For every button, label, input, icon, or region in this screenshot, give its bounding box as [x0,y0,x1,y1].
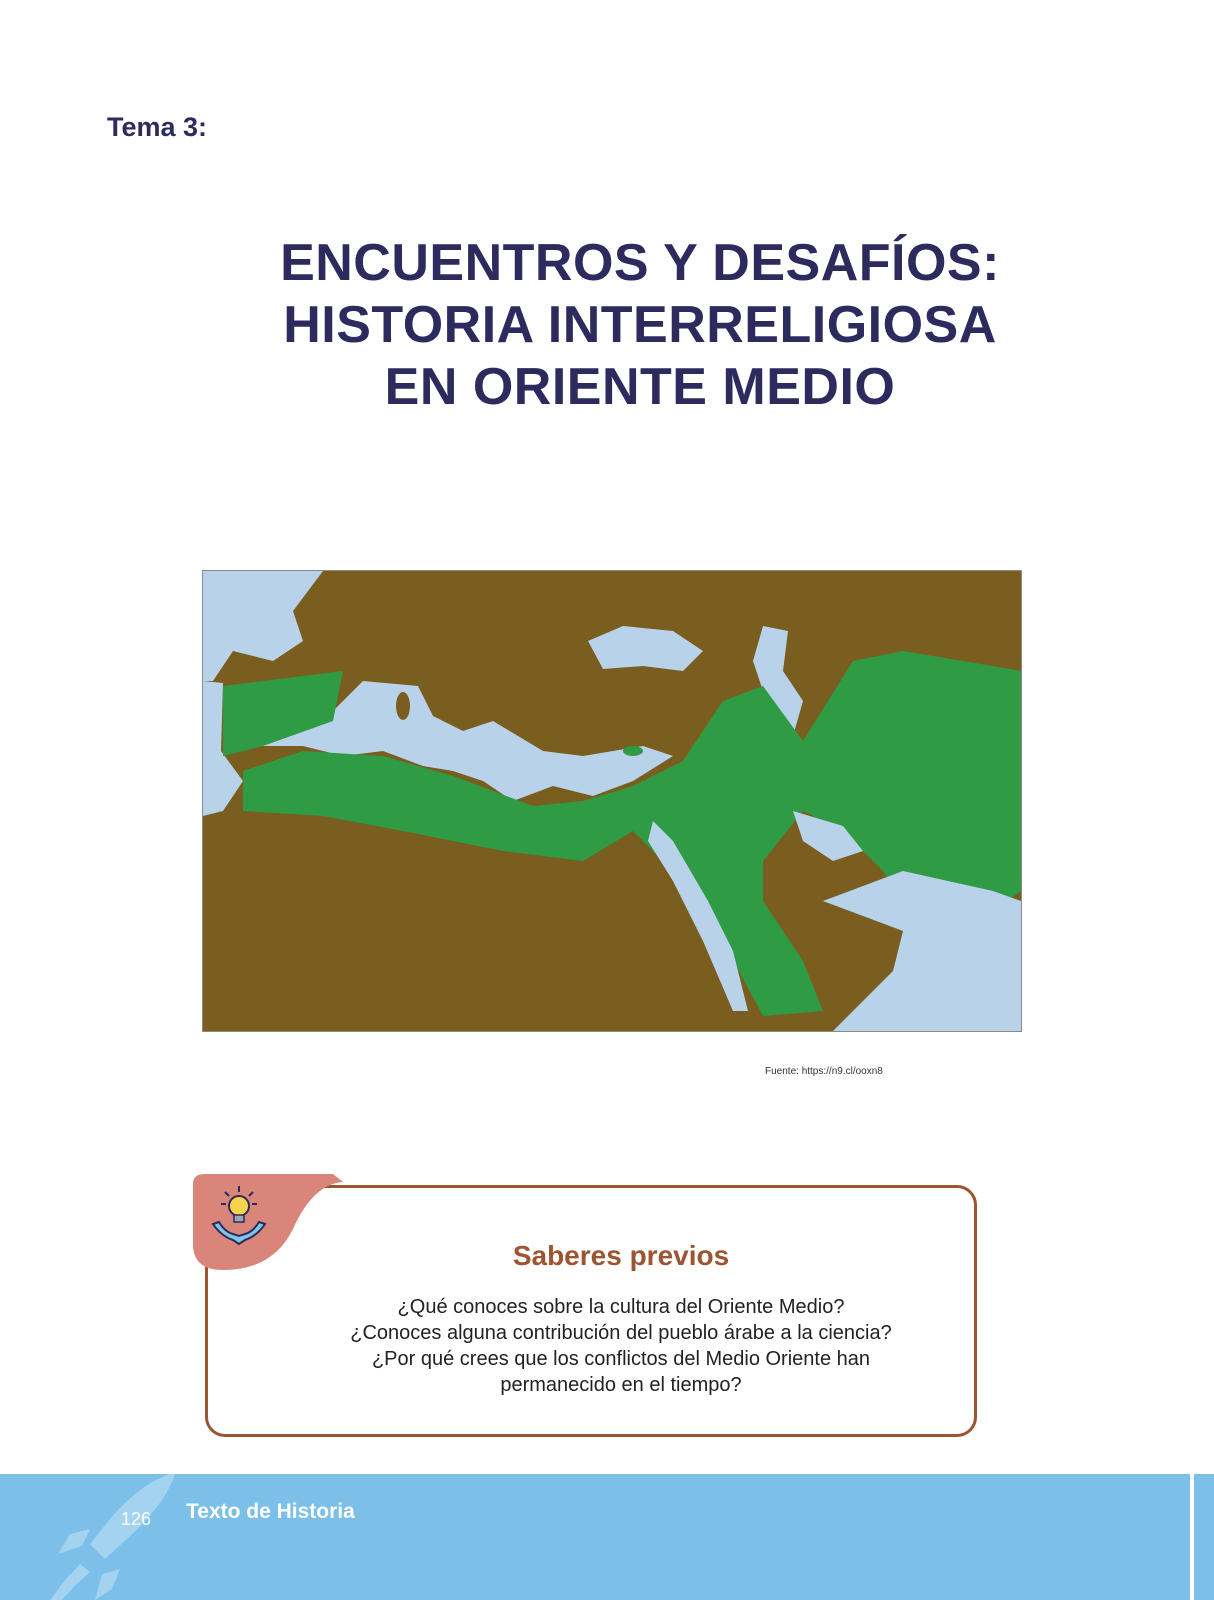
question-1: ¿Qué conoces sobre la cultura del Oriente Medio? [397,1296,845,1318]
map-island-sardinia [396,692,410,720]
tema-label: Tema 3: [107,112,208,142]
footer-side-strip [1194,1474,1214,1600]
historical-map [202,570,1022,1032]
map-illustration [203,571,1021,1031]
title-line-2: HISTORIA INTERRELIGIOSA [283,296,997,354]
map-source-caption: Fuente: https://n9.cl/ooxn8 [765,1066,883,1077]
saberes-questions [205,1294,1037,1398]
page-title [0,232,1214,418]
question-4: permanecido en el tiempo? [500,1374,742,1396]
map-island-cyprus [623,746,643,756]
footer-book-title: Texto de Historia [186,1500,355,1523]
saberes-title: Saberes previos [512,1240,730,1271]
title-line-1: ENCUENTROS Y DESAFÍOS: [280,234,1000,292]
question-3: ¿Por qué crees que los conflictos del Medio Oriente han [371,1348,871,1370]
page-number: 126 [120,1509,152,1529]
title-line-3: EN ORIENTE MEDIO [384,358,896,416]
rocket-icon [50,1474,190,1600]
question-2: ¿Conoces alguna contribución del pueblo árabe a la ciencia? [350,1322,892,1344]
